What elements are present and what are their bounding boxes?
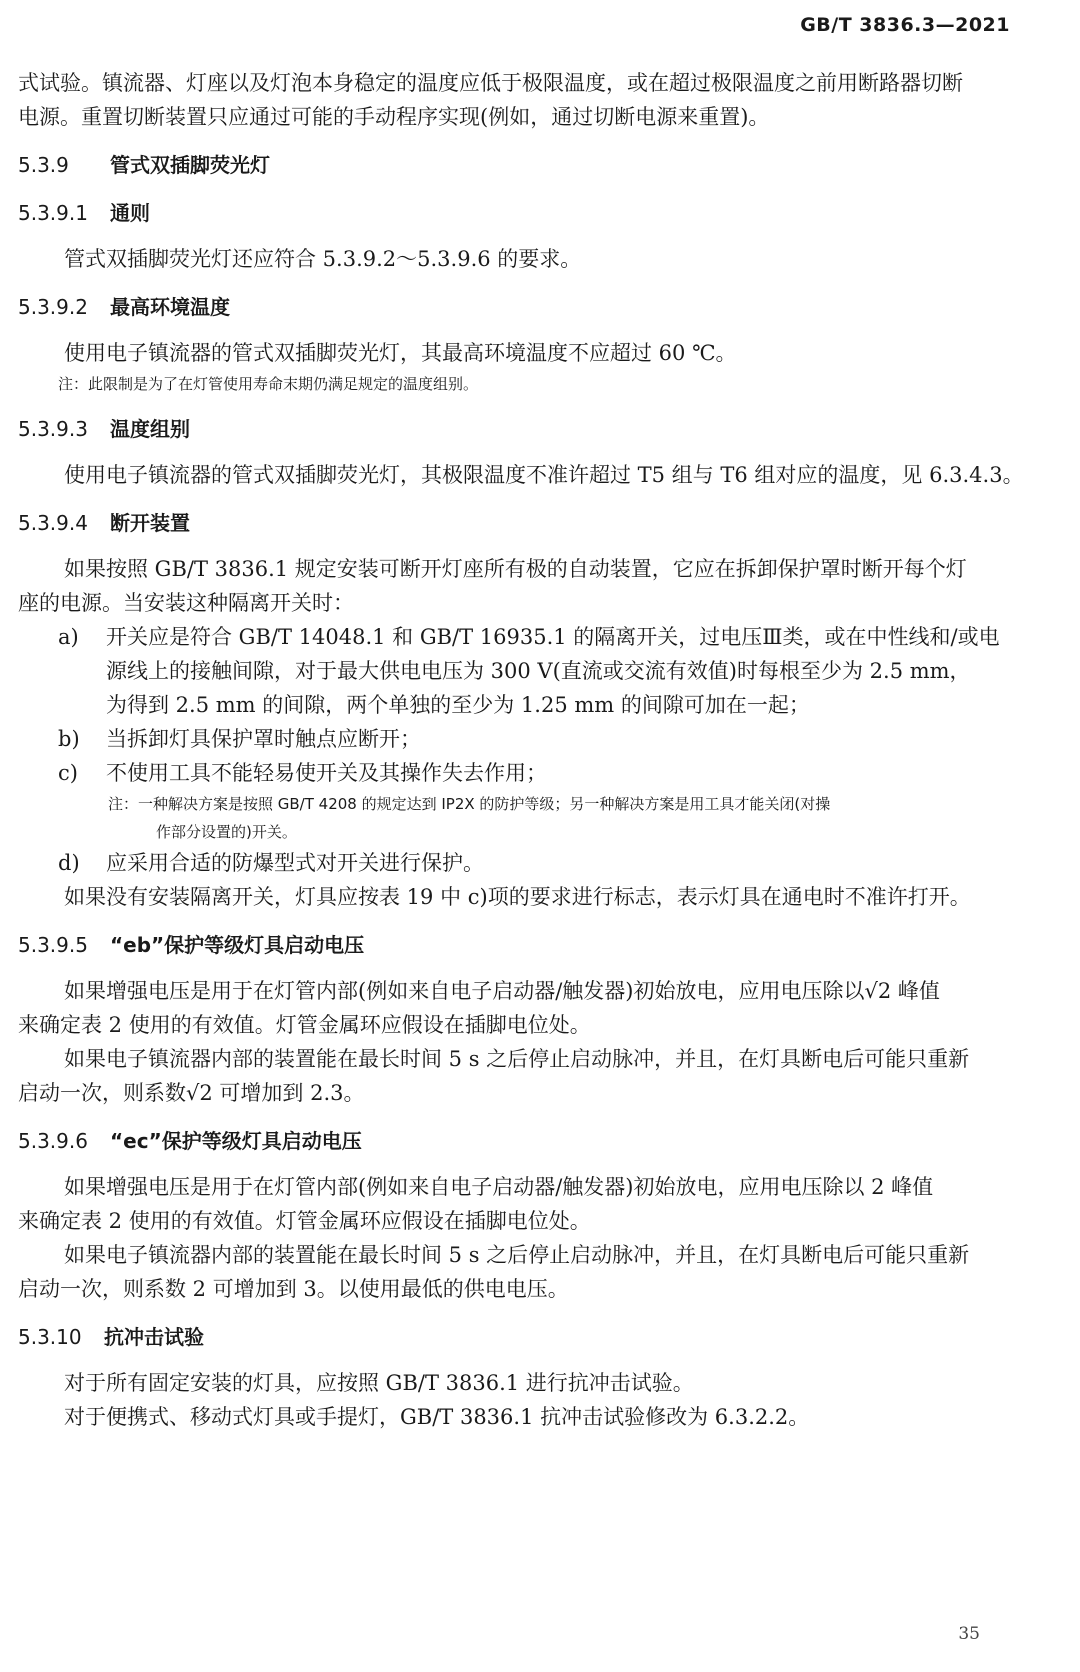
heading-5-3-9-2 xyxy=(18,290,1062,324)
section-title: 通则 xyxy=(110,201,150,225)
page-content xyxy=(18,66,1062,1434)
section-title: 最高环境温度 xyxy=(110,295,230,319)
list-marker: b) xyxy=(58,727,80,751)
lead-line-2: 电源。重置切断装置只应通过可能的手动程序实现(例如，通过切断电源来重置)。 xyxy=(18,105,770,129)
list-item-c xyxy=(18,756,1062,790)
paragraph: 对于所有固定安装的灯具，应按照 GB/T 3836.1 进行抗冲击试验。 xyxy=(64,1371,694,1395)
list-text-line: 开关应是符合 GB/T 14048.1 和 GB/T 16935.1 的隔离开关，过电压Ⅲ类，或在中性线和/或电 xyxy=(106,625,1000,649)
list-item-d xyxy=(18,846,1062,880)
section-title: 管式双插脚荧光灯 xyxy=(110,153,270,177)
paragraph-line: 来确定表 2 使用的有效值。灯管金属环应假设在插脚电位处。 xyxy=(18,1209,591,1233)
paragraph: 管式双插脚荧光灯还应符合 5.3.9.2～5.3.9.6 的要求。 xyxy=(64,247,582,271)
list-text: 应采用合适的防爆型式对开关进行保护。 xyxy=(106,851,484,875)
section-number: 5.3.9 xyxy=(18,153,69,177)
note-line: 作部分设置的)开关。 xyxy=(156,823,297,841)
paragraph-line: 启动一次，则系数√2 可增加到 2.3。 xyxy=(18,1081,365,1105)
heading-5-3-9-3 xyxy=(18,412,1062,446)
page-number: 35 xyxy=(958,1624,980,1644)
heading-5-3-10 xyxy=(18,1320,1062,1354)
heading-5-3-9 xyxy=(18,148,1062,182)
heading-5-3-9-6 xyxy=(18,1124,1062,1158)
paragraph-line: 座的电源。当安装这种隔离开关时： xyxy=(18,591,354,615)
list-note xyxy=(18,790,1062,846)
paragraph-line: 如果电子镇流器内部的装置能在最长时间 5 s 之后停止启动脉冲，并且，在灯具断电后可能只重新 xyxy=(64,1243,970,1267)
section-title: 断开装置 xyxy=(110,511,190,535)
section-number: 5.3.9.4 xyxy=(18,511,88,535)
list-text-line: 为得到 2.5 mm 的间隙，两个单独的至少为 1.25 mm 的间隙可加在一起； xyxy=(106,693,810,717)
paragraph-line: 如果增强电压是用于在灯管内部(例如来自电子启动器/触发器)初始放电，应用电压除以√2 峰值 xyxy=(64,979,940,1003)
note-line: 注：一种解决方案是按照 GB/T 4208 的规定达到 IP2X 的防护等级；另一种解决方案是用工具才能关闭(对操 xyxy=(108,795,831,813)
section-title: 抗冲击试验 xyxy=(104,1325,204,1349)
section-number: 5.3.10 xyxy=(18,1325,82,1349)
list-marker: c) xyxy=(58,761,78,785)
section-number: 5.3.9.6 xyxy=(18,1129,88,1153)
section-title: “ec”保护等级灯具启动电压 xyxy=(110,1129,362,1153)
list-text-line: 源线上的接触间隙，对于最大供电电压为 300 V(直流或交流有效值)时每根至少为 2.5 mm， xyxy=(106,659,971,683)
paragraph-line: 如果增强电压是用于在灯管内部(例如来自电子启动器/触发器)初始放电，应用电压除以 2 峰值 xyxy=(64,1175,934,1199)
list-marker: d) xyxy=(58,851,80,875)
lead-line-1: 式试验。镇流器、灯座以及灯泡本身稳定的温度应低于极限温度，或在超过极限温度之前用断路器切断 xyxy=(18,71,963,95)
list-text: 不使用工具不能轻易使开关及其操作失去作用； xyxy=(106,761,547,785)
list-marker: a) xyxy=(58,625,79,649)
section-number: 5.3.9.1 xyxy=(18,201,88,225)
list-item-b xyxy=(18,722,1062,756)
heading-5-3-9-5 xyxy=(18,928,1062,962)
paragraph-line: 如果电子镇流器内部的装置能在最长时间 5 s 之后停止启动脉冲，并且，在灯具断电后可能只重新 xyxy=(64,1047,970,1071)
section-title: 温度组别 xyxy=(110,417,190,441)
section-title: “eb”保护等级灯具启动电压 xyxy=(110,933,365,957)
list-text: 当拆卸灯具保护罩时触点应断开； xyxy=(106,727,421,751)
paragraph: 如果没有安装隔离开关，灯具应按表 19 中 c)项的要求进行标志，表示灯具在通电时不准许打开。 xyxy=(64,885,971,909)
paragraph-line: 如果按照 GB/T 3836.1 规定安装可断开灯座所有极的自动装置，它应在拆卸保护罩时断开每个灯 xyxy=(64,557,967,581)
note: 注：此限制是为了在灯管使用寿命末期仍满足规定的温度组别。 xyxy=(58,375,479,393)
document-code: GB/T 3836.3—2021 xyxy=(800,14,1010,36)
paragraph-line: 启动一次，则系数 2 可增加到 3。以使用最低的供电电压。 xyxy=(18,1277,569,1301)
heading-5-3-9-4 xyxy=(18,506,1062,540)
paragraph: 使用电子镇流器的管式双插脚荧光灯，其最高环境温度不应超过 60 ℃。 xyxy=(64,341,737,365)
heading-5-3-9-1 xyxy=(18,196,1062,230)
paragraph: 对于便携式、移动式灯具或手提灯，GB/T 3836.1 抗冲击试验修改为 6.3.2.2。 xyxy=(64,1405,810,1429)
section-number: 5.3.9.2 xyxy=(18,295,88,319)
section-number: 5.3.9.5 xyxy=(18,933,88,957)
section-number: 5.3.9.3 xyxy=(18,417,88,441)
list-item-a xyxy=(18,620,1062,722)
paragraph: 使用电子镇流器的管式双插脚荧光灯，其极限温度不准许超过 T5 组与 T6 组对应的温度，见 6.3.4.3。 xyxy=(64,463,1024,487)
paragraph-line: 来确定表 2 使用的有效值。灯管金属环应假设在插脚电位处。 xyxy=(18,1013,591,1037)
